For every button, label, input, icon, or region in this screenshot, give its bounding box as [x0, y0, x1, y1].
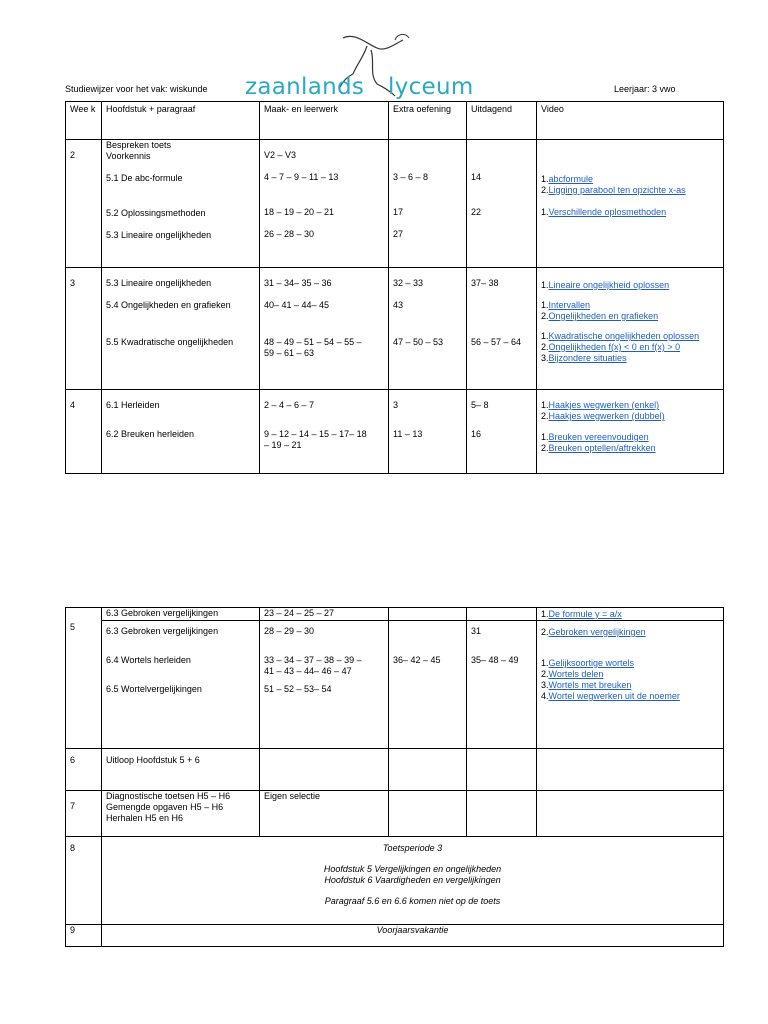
- work-text: 48 – 49 – 51 – 54 – 55 –: [264, 337, 362, 347]
- chapter-text: Voorkennis: [106, 151, 151, 161]
- video-link[interactable]: Kwadratische ongelijkheden oplossen: [548, 331, 700, 341]
- table-row: [66, 837, 724, 925]
- school-logo: [245, 30, 495, 105]
- week-number: 7: [70, 801, 76, 811]
- chapter-text: 6.1 Herleiden: [106, 400, 160, 410]
- col-week: Wee k: [66, 102, 102, 140]
- table-row: [66, 925, 724, 947]
- week-number: 3: [70, 278, 76, 288]
- extra-text: 43: [393, 300, 404, 310]
- work-text: 28 – 29 – 30: [264, 626, 315, 636]
- work-text: 4 – 7 – 9 – 11 – 13: [264, 172, 339, 182]
- video-link[interactable]: Breuken optellen/aftrekken: [548, 443, 656, 453]
- extra-text: 3 – 6 – 8: [393, 172, 429, 182]
- table-row: 2 Bespreken toets Voorkennis 5.1 De abc-formule 5.2 Oplossingsmethoden 5.3 Lineaire ongelijkheden V2 – V3 4 – 7 – 9 – 11 – 13 18 – 19 – 20 – 21 26 – 28 – 30 3 – 6 – 8 17 27 14 22 1.abcformule 2.Ligging parabool ten opzichte x-as 1.Verschillende oplosmethoden: [66, 140, 724, 268]
- chapter-text: Uitloop Hoofdstuk 5 + 6: [106, 755, 200, 765]
- table-row: 5 6.3 Gebroken vergelijkingen 23 – 24 – 25 – 27 1.De formule y = a/x: [66, 608, 724, 621]
- challenge-text: 16: [471, 429, 482, 439]
- exam-note: Paragraaf 5.6 en 6.6 komen niet op de toets: [324, 896, 501, 906]
- schedule-table-2: [65, 607, 724, 947]
- col-extra: Extra oefening: [389, 102, 467, 140]
- video-link[interactable]: Gelijksoortige wortels: [548, 658, 635, 668]
- exam-period-title: Toetsperiode 3: [382, 843, 443, 853]
- table-row: 4 6.1 Herleiden 6.2 Breuken herleiden 2 – 4 – 6 – 7 9 – 12 – 14 – 15 – 17– 18 – 19 – 21 3 11 – 13 5– 8 16 1.Haakjes wegwerken (enkel) 2.Haakjes wegwerken (dubbel) 1.Breuken vereenvoudigen 2.Breuken optellen/aftrekken: [66, 390, 724, 474]
- challenge-text: 31: [471, 626, 482, 636]
- col-work: Maak- en leerwerk: [260, 102, 389, 140]
- work-text: V2 – V3: [264, 150, 297, 160]
- chapter-text: 6.3 Gebroken vergelijkingen: [106, 626, 219, 636]
- chapter-text: 5.2 Oplossingsmethoden: [106, 208, 206, 218]
- chapter-text: 6.2 Breuken herleiden: [106, 429, 195, 439]
- challenge-text: 56 – 57 – 64: [471, 337, 522, 347]
- chapter-text: 5.3 Lineaire ongelijkheden: [106, 230, 212, 240]
- chapter-text: 6.3 Gebroken vergelijkingen: [106, 608, 219, 618]
- table-row: [66, 791, 724, 837]
- challenge-text: 37– 38: [471, 278, 499, 288]
- chapter-text: Diagnostische toetsen H5 – H6: [106, 791, 231, 801]
- video-link[interactable]: Breuken vereenvoudigen: [548, 432, 649, 442]
- table-row: 3 5.3 Lineaire ongelijkheden 5.4 Ongelijkheden en grafieken 5.5 Kwadratische ongelijkheden 31 – 34– 35 – 36 40– 41 – 44– 45 48 – 49 – 51 – 54 – 55 – 59 – 61 – 63 32 – 33 43 47 – 50 – 53 37– 38 56 – 57 – 64 1.Lineaire ongelijkheid oplossen 1.Intervallen 2.Ongelijkheden en grafieken 1.Kwadratische ongelijkheden oplossen 2.Ongelijkheden f(x) < 0 en f(x) > 0 3.Bijzondere situaties: [66, 268, 724, 390]
- week-number: 9: [70, 925, 76, 935]
- chapter-text: Gemengde opgaven H5 – H6: [106, 802, 224, 812]
- video-link[interactable]: Lineaire ongelijkheid oplossen: [548, 280, 670, 290]
- logo-text-right: lyceum: [388, 74, 474, 100]
- video-link[interactable]: Intervallen: [548, 300, 591, 310]
- video-link[interactable]: abcformule: [548, 174, 594, 184]
- work-text: 59 – 61 – 63: [264, 348, 315, 358]
- challenge-text: 5– 8: [471, 400, 489, 410]
- week-number: 6: [70, 755, 76, 765]
- col-challenge: Uitdagend: [467, 102, 537, 140]
- extra-text: 47 – 50 – 53: [393, 337, 444, 347]
- chapter-text: 6.5 Wortelvergelijkingen: [106, 684, 202, 694]
- challenge-text: 14: [471, 172, 482, 182]
- week-number: 5: [70, 622, 76, 632]
- video-link[interactable]: Ligging parabool ten opzichte x-as: [548, 185, 686, 195]
- video-link[interactable]: Bijzondere situaties: [548, 353, 627, 363]
- table-row: 6.3 Gebroken vergelijkingen 6.4 Wortels herleiden 6.5 Wortelvergelijkingen 28 – 29 – 30 33 – 34 – 37 – 38 – 39 – 41 – 43 – 44– 46 – 47 51 – 52 – 53– 54 36– 42 – 45 31 35– 48 – 49 2.Gebroken vergelijkingen 1.Gelijksoortige wortels 2.Wortels delen 3.Wortels met breuken 4.Wortel wegwerken uit de noemer: [66, 621, 724, 749]
- chapter-text: 6.4 Wortels herleiden: [106, 655, 191, 665]
- extra-text: 32 – 33: [393, 278, 424, 288]
- work-text: 2 – 4 – 6 – 7: [264, 400, 315, 410]
- work-text: 33 – 34 – 37 – 38 – 39 –: [264, 655, 362, 665]
- challenge-text: 35– 48 – 49: [471, 655, 519, 665]
- exam-topic: Hoofdstuk 5 Vergelijkingen en ongelijkheden: [323, 864, 502, 874]
- work-text: 31 – 34– 35 – 36: [264, 278, 332, 288]
- chapter-text: Herhalen H5 en H6: [106, 813, 184, 823]
- video-link[interactable]: Ongelijkheden en grafieken: [548, 311, 659, 321]
- work-text: 9 – 12 – 14 – 15 – 17– 18: [264, 429, 367, 439]
- work-text: 18 – 19 – 20 – 21: [264, 207, 335, 217]
- video-link[interactable]: Verschillende oplosmethoden: [548, 207, 667, 217]
- grade-header: Leerjaar: 3 vwo: [614, 84, 676, 94]
- work-text: Eigen selectie: [264, 791, 321, 801]
- extra-text: 36– 42 – 45: [393, 655, 441, 665]
- work-text: 51 – 52 – 53– 54: [264, 684, 332, 694]
- video-link[interactable]: Wortels met breuken: [548, 680, 632, 690]
- video-link[interactable]: Haakjes wegwerken (dubbel): [548, 411, 665, 421]
- col-video: Video: [537, 102, 724, 140]
- video-link[interactable]: Wortels delen: [548, 669, 604, 679]
- subject-header: Studiewijzer voor het vak: wiskunde: [65, 84, 208, 94]
- work-text: 26 – 28 – 30: [264, 229, 315, 239]
- chapter-text: 5.5 Kwadratische ongelijkheden: [106, 337, 234, 347]
- week-number: 2: [70, 150, 76, 160]
- work-text: – 19 – 21: [264, 440, 302, 450]
- exam-topic: Hoofdstuk 6 Vaardigheden en vergelijkingen: [324, 875, 501, 885]
- chapter-text: 5.4 Ongelijkheden en grafieken: [106, 300, 231, 310]
- logo-text-left: zaanlands: [245, 74, 365, 100]
- table-row: [66, 749, 724, 791]
- video-link[interactable]: Haakjes wegwerken (enkel): [548, 400, 660, 410]
- extra-text: 27: [393, 229, 404, 239]
- video-link[interactable]: De formule y = a/x: [548, 609, 622, 619]
- chapter-text: 5.1 De abc-formule: [106, 173, 183, 183]
- week-number: 4: [70, 400, 76, 410]
- challenge-text: 22: [471, 207, 482, 217]
- extra-text: 11 – 13: [393, 429, 423, 439]
- chapter-text: Bespreken toets: [106, 140, 172, 150]
- table-header-row: [66, 102, 724, 140]
- holiday-label: Voorjaarsvakantie: [376, 925, 449, 935]
- schedule-table-1: [65, 101, 724, 474]
- week-number: 8: [70, 843, 76, 853]
- work-text: 23 – 24 – 25 – 27: [264, 608, 335, 618]
- extra-text: 3: [393, 400, 399, 410]
- chapter-text: 5.3 Lineaire ongelijkheden: [106, 278, 212, 288]
- work-text: 40– 41 – 44– 45: [264, 300, 330, 310]
- video-link[interactable]: Ongelijkheden f(x) < 0 en f(x) > 0: [548, 342, 681, 352]
- video-link[interactable]: Wortel wegwerken uit de noemer: [548, 691, 680, 701]
- video-link[interactable]: Gebroken vergelijkingen: [548, 627, 646, 637]
- work-text: 41 – 43 – 44– 46 – 47: [264, 666, 352, 676]
- col-chapter: Hoofdstuk + paragraaf: [102, 102, 260, 140]
- extra-text: 17: [393, 207, 404, 217]
